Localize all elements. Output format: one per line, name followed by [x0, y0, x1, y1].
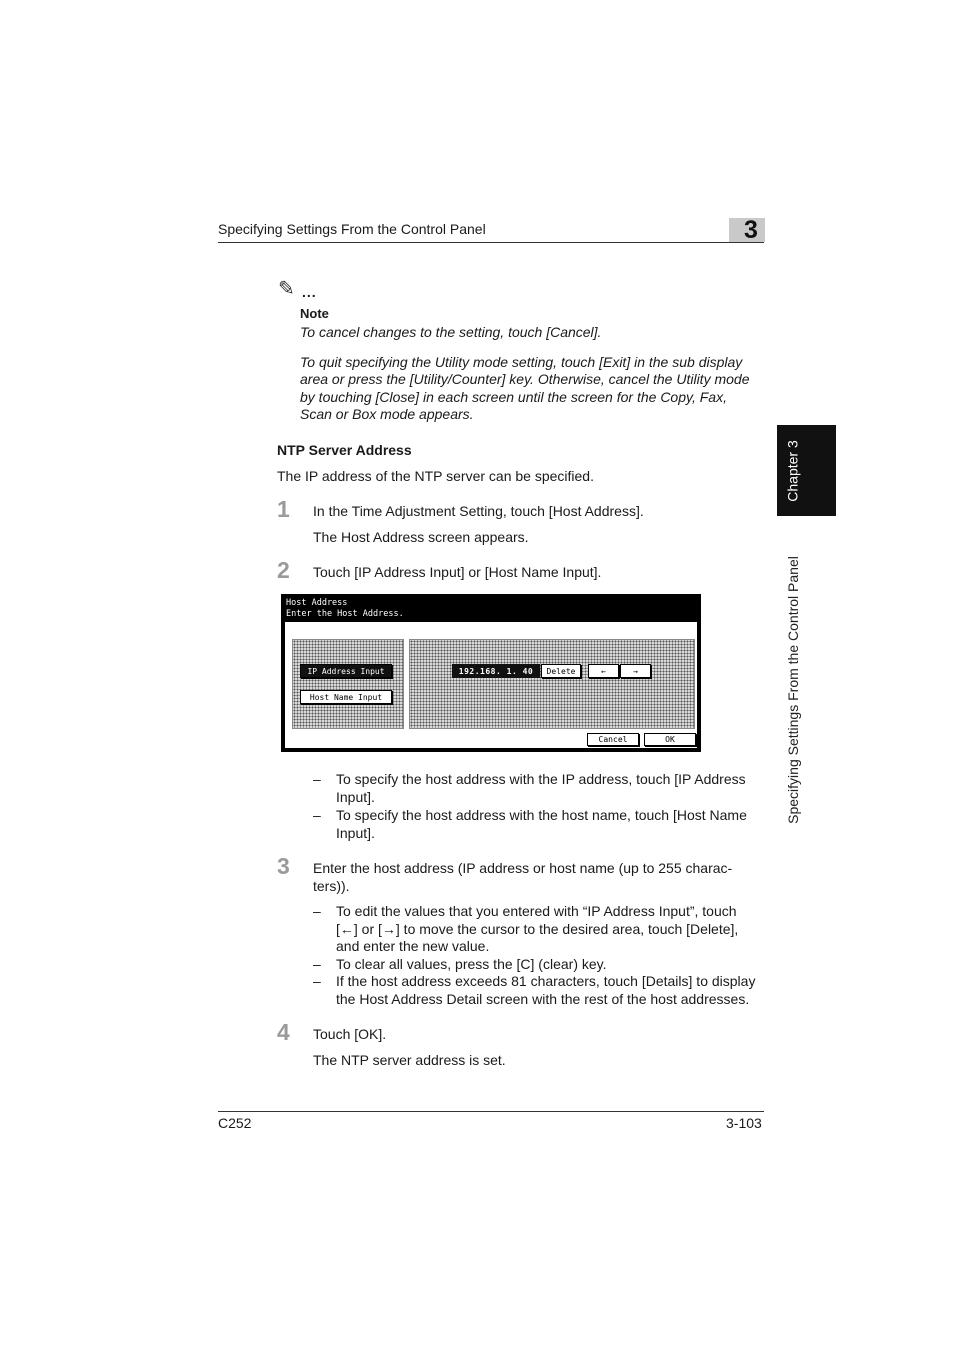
note-line: To cancel changes to the setting, touch [Cancel]. — [300, 324, 602, 340]
right-arrow-button[interactable]: → — [620, 664, 651, 678]
delete-button[interactable]: Delete — [541, 664, 581, 678]
bullet-line: [←] or [→] to move the cursor to the desired area, touch [Delete], — [336, 920, 739, 937]
step-text-line: ters)). — [313, 877, 350, 894]
side-chapter-label-wrap — [777, 425, 809, 516]
step-result: The NTP server address is set. — [313, 1052, 506, 1068]
bullet-item — [336, 807, 766, 842]
ip-address-field[interactable]: 192.168. 1. 40 — [452, 664, 540, 678]
bullet-item — [336, 903, 766, 956]
section-intro: The IP address of the NTP server can be specified. — [277, 468, 594, 484]
screen-title — [286, 598, 404, 619]
bullet-dash: – — [313, 973, 321, 989]
bullet-dash: – — [313, 903, 321, 919]
bullet-line: and enter the new value. — [336, 938, 490, 954]
step-text: In the Time Adjustment Setting, touch [Host Address]. — [313, 503, 644, 519]
step-number: 2 — [277, 557, 290, 583]
bullet-line: To edit the values that you entered with “IP Address Input”, touch — [336, 903, 737, 919]
ok-button[interactable]: OK — [644, 733, 696, 746]
bullet-line: To specify the host address with the host name, touch [Host Name — [336, 807, 747, 823]
bullet-line: Input]. — [336, 788, 375, 805]
chapter-number: 3 — [744, 216, 758, 244]
step-result: The Host Address screen appears. — [313, 529, 529, 545]
screen-body — [284, 621, 698, 749]
ip-address-input-button[interactable]: IP Address Input — [300, 664, 392, 678]
note-line: area or press the [Utility/Counter] key. Otherwise, cancel the Utility mode — [300, 371, 750, 387]
bullet-line: To clear all values, press the [C] (clear) key. — [336, 956, 607, 972]
input-mode-panel — [292, 639, 404, 729]
screen-title-line: Host Address — [286, 598, 348, 608]
side-section-label-wrap — [777, 530, 809, 850]
host-address-screen — [281, 594, 701, 752]
footer-rule — [218, 1111, 764, 1112]
host-name-input-button[interactable]: Host Name Input — [300, 690, 392, 704]
footer-page-number: 3-103 — [726, 1115, 762, 1131]
step-text — [313, 860, 765, 895]
bullet-item — [336, 973, 766, 1008]
footer-model: C252 — [218, 1115, 252, 1131]
header-rule — [218, 242, 764, 243]
section-heading: NTP Server Address — [277, 442, 412, 458]
step-text: Touch [IP Address Input] or [Host Name Input]. — [313, 564, 602, 580]
side-section-label: Specifying Settings From the Control Panel — [785, 556, 802, 824]
bullet-dash: – — [313, 956, 321, 972]
side-chapter-label: Chapter 3 — [785, 439, 802, 502]
step-number: 3 — [277, 853, 290, 879]
note-line: by touching [Close] in each screen until the screen for the Copy, Fax, — [300, 389, 727, 405]
step-text: Touch [OK]. — [313, 1026, 387, 1042]
step-number: 1 — [277, 496, 290, 522]
bullet-line: the Host Address Detail screen with the rest of the host addresses. — [336, 990, 750, 1007]
note-label: Note — [300, 306, 329, 321]
bullet-line: To specify the host address with the IP address, touch [IP Address — [336, 771, 746, 787]
pencil-note-icon: ✎ — [278, 278, 295, 300]
bullet-item — [336, 956, 766, 974]
note-line: To quit specifying the Utility mode setting, touch [Exit] in the sub display — [300, 354, 743, 370]
note-dots: ... — [302, 284, 317, 300]
running-header-title: Specifying Settings From the Control Panel — [218, 221, 486, 237]
bullet-dash: – — [313, 771, 321, 787]
cancel-button[interactable]: Cancel — [587, 733, 639, 746]
left-arrow-button[interactable]: ← — [588, 664, 619, 678]
bullet-item — [336, 771, 766, 806]
address-entry-panel — [409, 639, 695, 729]
bullet-dash: – — [313, 807, 321, 823]
bullet-line: Input]. — [336, 824, 375, 841]
note-line: Scan or Box mode appears. — [300, 406, 474, 422]
screen-title-line: Enter the Host Address. — [286, 608, 404, 619]
bullet-line: If the host address exceeds 81 characters, touch [Details] to display — [336, 973, 756, 989]
step-text-line: Enter the host address (IP address or host name (up to 255 charac- — [313, 860, 733, 876]
step-number: 4 — [277, 1019, 290, 1045]
